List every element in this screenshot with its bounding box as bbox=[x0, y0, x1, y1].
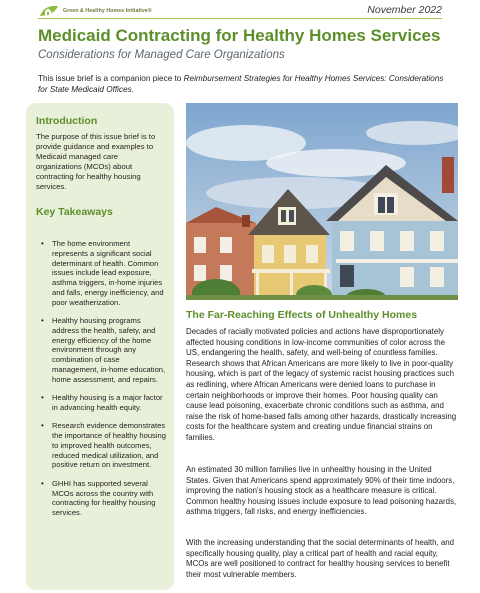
introduction-text: The purpose of this issue brief is to provide guidance and examples to Medicaid managed care organizations (MCOs) about contracting for healthy housing services. bbox=[36, 132, 156, 191]
houses-photo bbox=[186, 103, 458, 300]
key-takeaways-list bbox=[36, 239, 168, 526]
companion-note-title: Reimbursement Strategies for Healthy Homes Services: Considerations for State Medicaid Offices bbox=[38, 74, 444, 94]
sidebar bbox=[26, 103, 174, 590]
header-rule bbox=[38, 18, 442, 19]
list-item: • The home environment represents a significant social determinant of health. Common issues include lead exposure, asthma triggers, in-home injuries and falls, energy inefficiency, and poor weatherization. bbox=[36, 239, 168, 308]
list-item: • Research evidence demonstrates the importance of healthy housing to improved health outcomes, reduced medical utilization, and positive return on investment. bbox=[36, 421, 168, 470]
companion-note-suffix: . bbox=[131, 85, 135, 94]
body-paragraph-2: An estimated 30 million families live in unhealthy housing in the United States. Given that Americans spend approximately 90% of their time indoors, improving the nation's housing stock as a healthcare measure is critical. Common healthy housing issues include exposure to lead poisoning hazards, asthma triggers, fall risks, and energy inefficiencies. bbox=[186, 465, 457, 517]
page-title: Medicaid Contracting for Healthy Homes Services bbox=[38, 26, 441, 45]
body-paragraph-3: With the increasing understanding that the social determinants of health, and specifically housing quality, play a critical part of health and racial equity, MCOs are well positioned to contract for healthy housing services to benefit their most vulnerable members. bbox=[186, 538, 455, 579]
page-header bbox=[0, 0, 480, 26]
introduction-heading: Introduction bbox=[36, 115, 98, 127]
house-leaf-logo-icon bbox=[38, 3, 60, 19]
issue-date: November 2022 bbox=[367, 4, 442, 16]
list-item: • GHHI has supported several MCOs across the country with contracting for healthy housing services. bbox=[36, 479, 168, 518]
section-heading: The Far-Reaching Effects of Unhealthy Homes bbox=[186, 309, 418, 321]
key-takeaways-heading: Key Takeaways bbox=[36, 206, 113, 218]
logo-text: Green & Healthy Homes Initiative® bbox=[63, 8, 152, 14]
page-subtitle: Considerations for Managed Care Organizations bbox=[38, 49, 285, 61]
list-item: • Healthy housing is a major factor in advancing health equity. bbox=[36, 393, 168, 413]
houses-illustration bbox=[186, 103, 458, 300]
ghhi-logo bbox=[38, 3, 152, 19]
body-paragraph-1: Decades of racially motivated policies and actions have disproportionately affected housing conditions in low-income communities of color across the US, endangering the health, safety, and well-being of countless families. Research shows that African Americans are more likely to live in poor-quality housing, which is part of the legacy of systemic racist housing practices such as redlining, where African Americans were denied loans to purchase in certain neighborhoods or improve their homes. Poor housing quality can cause lead poisoning, exacerbate chronic conditions such as asthma, and raise the risk of home-based falls among other hazards, drastically increasing costs for the healthcare system and creating undue financial strains on families. bbox=[186, 327, 457, 442]
companion-note-prefix: This issue brief is a companion piece to bbox=[38, 74, 184, 83]
companion-note bbox=[38, 73, 448, 95]
list-item: • Healthy housing programs address the health, safety, and energy efficiency of the home environment through any combination of case management, in-home education, home assessment, and repairs. bbox=[36, 316, 168, 385]
